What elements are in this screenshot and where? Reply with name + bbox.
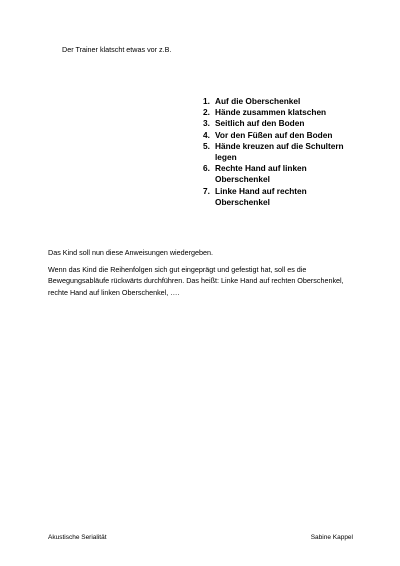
step-number: 6. — [203, 163, 210, 174]
step-text: Hände zusammen klatschen — [215, 107, 327, 118]
step-text: Hände kreuzen auf die Schultern legen — [215, 140, 344, 163]
step-number: 1. — [203, 96, 210, 106]
step-number: 3. — [203, 118, 210, 129]
steps-list — [203, 96, 363, 208]
footer-author: Sabine Kappel — [310, 534, 353, 541]
paragraph-reverse: Wenn das Kind die Reihenfolgen sich gut eingeprägt und gefestigt hat, soll es die Bewegungsabläufe rückwärts durchführen. Das heißt: Linke Hand auf rechten Oberschenkel, rechte Hand auf linken Oberschenkel, …. — [48, 265, 344, 297]
list-item — [203, 141, 363, 163]
step-number: 5. — [203, 140, 210, 151]
step-number: 4. — [203, 129, 210, 140]
list-item — [203, 186, 363, 208]
list-item — [203, 107, 363, 118]
step-text: Seitlich auf den Boden — [215, 118, 305, 129]
list-item — [203, 163, 363, 185]
intro-text: Der Trainer klatscht etwas vor z.B. — [62, 45, 172, 54]
step-text: Linke Hand auf rechten Oberschenkel — [215, 185, 307, 207]
list-item — [203, 96, 363, 107]
step-text: Rechte Hand auf linken Oberschenkel — [215, 163, 307, 185]
step-text: Vor den Füßen auf den Boden — [215, 129, 333, 140]
paragraph-instruction: Das Kind soll nun diese Anweisungen wiedergeben. — [48, 248, 214, 257]
footer-title: Akustische Serialität — [48, 534, 107, 541]
step-text: Auf die Oberschenkel — [215, 96, 301, 106]
list-item — [203, 118, 363, 129]
step-number: 7. — [203, 185, 210, 196]
list-item — [203, 130, 363, 141]
step-number: 2. — [203, 107, 210, 118]
